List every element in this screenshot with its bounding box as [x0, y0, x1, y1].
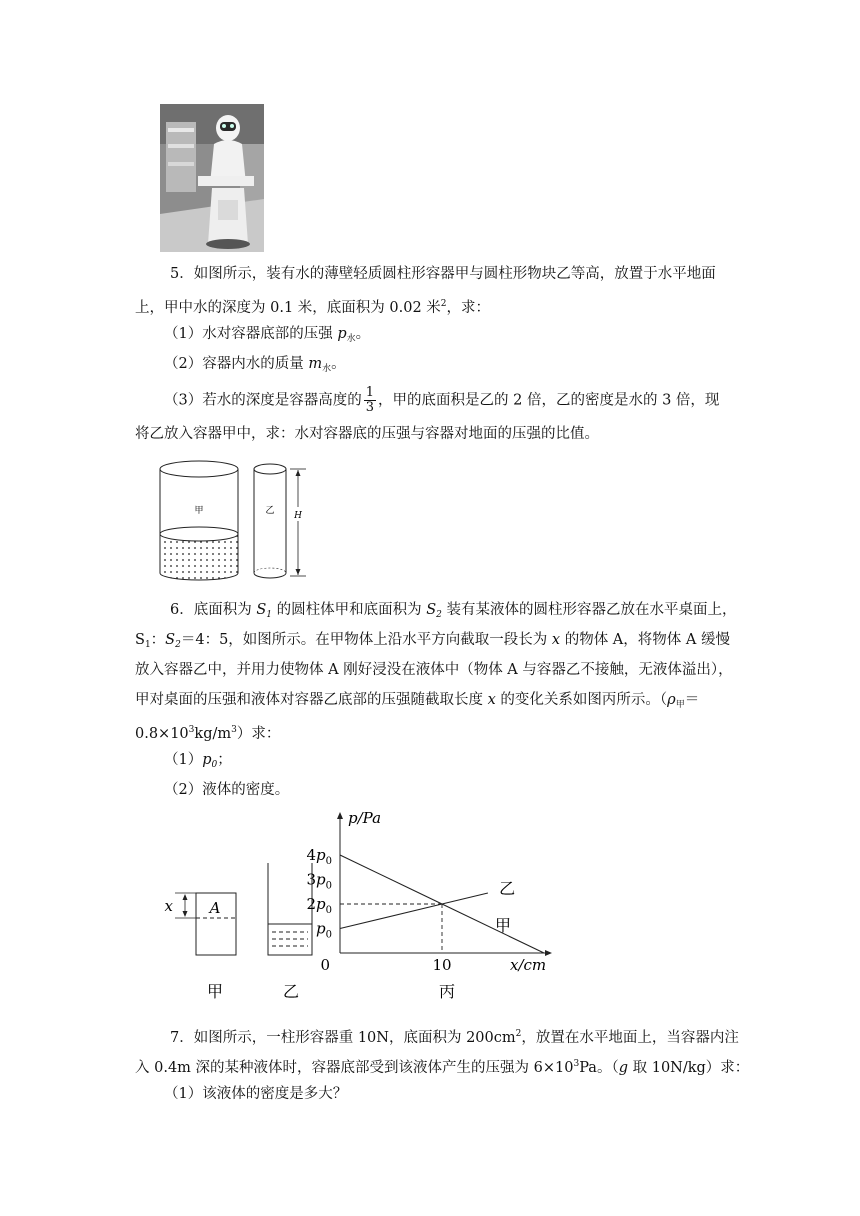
graph-line-乙 [340, 904, 442, 929]
graph-y-tick-4p0: $4p_0$ [306, 846, 332, 867]
q6-s2-sub: 2 [436, 610, 442, 620]
q6-caption-yi: 乙 [282, 982, 300, 1001]
q6-ratio-colon: ： [150, 632, 166, 648]
q5-item-3 [164, 386, 719, 415]
q6-line-4-text: 甲对桌面的压强和液体对容器乙底部的压强随截取长度 [135, 692, 488, 708]
q6-line-2-text: ＝4：5，如图所示。在甲物体上沿水平方向截取一段长为 [180, 632, 552, 648]
q5-line-2-text: 上，甲中水的深度为 0.1 米，底面积为 0.02 米 [135, 300, 441, 316]
q5-item-1 [164, 324, 370, 349]
q6-line-3: 放入容器乙中，并用力使物体 A 刚好浸没在液体中（物体 A 与容器乙不接触，无液体溢出）， [135, 662, 733, 678]
q7-line-1-text: 7．如图所示，一柱形容器重 10N，底面积为 200cm [170, 1030, 516, 1046]
q6-line-2-end: 的物体 A，将物体 A 缓慢 [560, 632, 730, 648]
q6-line-5-end: ）求： [236, 726, 281, 742]
q6-label-x: x [164, 897, 173, 915]
q7-line-2-end: 取 10N/kg）求： [628, 1060, 750, 1076]
q6-item-1-symbol: p [202, 752, 212, 768]
q6-line-4 [135, 690, 699, 715]
q6-item-1-text: （1） [164, 752, 203, 768]
q6-line-2 [135, 630, 730, 655]
q7-line-1 [170, 1024, 739, 1048]
q6-graph [306, 809, 552, 974]
q6-ratio-s1: S [135, 632, 145, 648]
q6-label-a: A [209, 899, 221, 917]
q6-item-1 [164, 750, 232, 775]
q6-caption-jia: 甲 [206, 982, 224, 1001]
q7-pressure-exp: 3 [573, 1059, 580, 1069]
q5-figure [150, 455, 320, 585]
graph-y-tick-3p0: $3p_0$ [306, 870, 332, 892]
q6-ratio-s2-sub: 2 [175, 640, 181, 650]
graph-y-tick-2p0: $2p_0$ [306, 895, 332, 916]
q6-density-unit-exp: 3 [231, 725, 237, 735]
fraction-numerator: 1 [365, 385, 375, 400]
q6-line-5 [135, 720, 280, 744]
q6-line-1 [170, 600, 737, 625]
graph-x-tick-10: 10 [432, 956, 452, 974]
q5-item-3-text: （3）若水的深度是容器高度的 [164, 392, 362, 409]
q6-ratio-s1-sub: 1 [144, 640, 151, 650]
q5-item-1-sub: 水 [346, 334, 356, 344]
q5-item-1-symbol: p [337, 326, 347, 342]
q5-fig-label-jia: 甲 [194, 506, 204, 516]
graph-x-label: x/cm [510, 956, 547, 974]
q7-line-2-text-2: Pa。（ [579, 1060, 619, 1076]
q6-s2-symbol: S [426, 602, 437, 618]
q5-item-2-end: 。 [331, 356, 346, 372]
q7-line-1-end: ，放置在水平地面上，当容器内注 [521, 1030, 739, 1046]
graph-label-jia: 甲 [495, 916, 512, 936]
q7-line-2-text: 入 0.4m 深的某种液体时，容器底部受到该液体产生的压强为 6×10 [135, 1060, 574, 1076]
q5-item-1-end: 。 [355, 326, 371, 342]
q6-line-2-x: x [551, 632, 561, 648]
q6-line-1-text: 6．底面积为 [170, 602, 257, 618]
q6-item-2: （2）液体的密度。 [164, 782, 290, 798]
q6-line-4-eq: ＝ [684, 692, 700, 708]
q7-g-symbol: g [618, 1060, 628, 1076]
q6-line-4-x: x [487, 692, 496, 708]
q6-density-exp: 3 [188, 725, 195, 735]
q5-item-2 [164, 354, 346, 379]
robot-photo-graphic [160, 104, 264, 252]
q6-caption-bing: 丙 [438, 982, 456, 1001]
q5-fig-label-h: H [294, 511, 302, 521]
q5-item-3-cont: 将乙放入容器甲中，求：水对容器底的压强与容器对地面的压强的比值。 [135, 426, 599, 442]
q5-item-3-text-2: ，甲的底面积是乙的 2 倍，乙的密度是水的 3 倍，现 [378, 392, 720, 409]
q5-item-2-text: （2）容器内水的质量 [164, 356, 309, 372]
q6-item-1-end: ； [217, 752, 232, 768]
graph-line-yi-extension [442, 893, 488, 904]
q5-item-2-sub: 水 [322, 364, 332, 374]
fraction [364, 386, 376, 415]
q6-line-4-text-2: 的变化关系如图丙所示。（ [495, 692, 668, 708]
q6-figure [155, 805, 565, 1005]
q6-rho-sub: 甲 [675, 700, 685, 710]
q5-item-2-symbol: m [308, 356, 323, 372]
q5-fig-label-yi: 乙 [265, 506, 275, 516]
q6-rho-symbol: ρ [667, 692, 676, 708]
q5-line-2 [135, 294, 490, 318]
q6-line-1-text-3: 装有某液体的圆柱形容器乙放在水平桌面上， [441, 602, 737, 618]
q5-unit-sup: 2 [440, 299, 447, 309]
fraction-denominator: 3 [365, 400, 375, 415]
graph-label-yi: 乙 [499, 879, 516, 899]
graph-origin-label: 0 [320, 956, 330, 974]
graph-y-tick-p0: $p_0$ [316, 919, 332, 941]
q6-line-1-text-2: 的圆柱体甲和底面积为 [272, 602, 427, 618]
q6-ratio-s2: S [165, 632, 176, 648]
robot-photo [160, 104, 264, 252]
q6-density-unit: kg/m [194, 726, 232, 742]
graph-y-arrow [337, 812, 343, 819]
q5-item-1-text: （1）水对容器底部的压强 [164, 326, 338, 342]
q7-line-2 [135, 1054, 749, 1078]
q6-s1-symbol: S [256, 602, 267, 618]
q6-s1-sub: 1 [266, 610, 273, 620]
q7-area-exp: 2 [515, 1029, 522, 1039]
graph-y-label: p/Pa [348, 809, 382, 827]
q7-item-1: （1）该液体的密度是多大？ [164, 1086, 348, 1102]
q6-density-value: 0.8×10 [135, 726, 189, 742]
q5-line-2-end: ，求： [446, 300, 491, 316]
q5-line-1: 5．如图所示，装有水的薄壁轻质圆柱形容器甲与圆柱形物块乙等高，放置于水平地面 [170, 266, 716, 282]
q6-item-1-sub: 0 [211, 760, 218, 770]
q6-container-yi [268, 863, 312, 955]
